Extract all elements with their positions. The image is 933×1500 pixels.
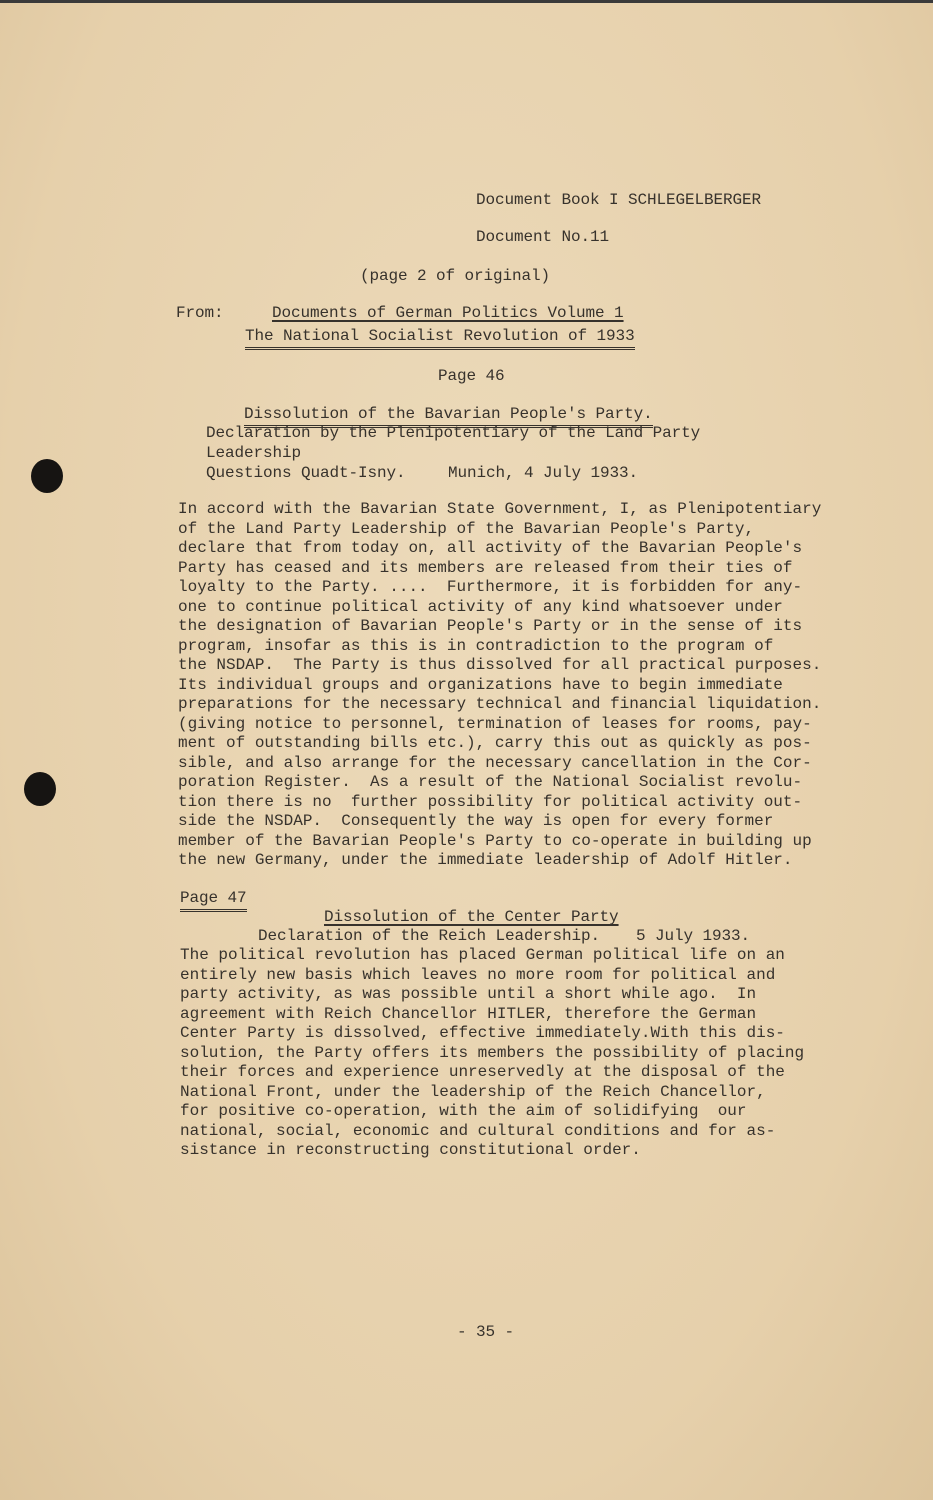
section-subtitle: Questions Quadt-Isny.: [206, 464, 406, 482]
text-line: Party has ceased and its members are released from their ties of: [178, 558, 793, 577]
text-line: tion there is no further possibility for political activity out-: [178, 792, 803, 811]
body-paragraph: [180, 946, 804, 1161]
punch-hole: [24, 772, 56, 806]
text-line: The political revolution has placed German political life on an: [180, 946, 785, 964]
place-date: Munich, 4 July 1933.: [448, 464, 639, 482]
text-line: National Front, under the leadership of the Reich Chancellor,: [180, 1082, 766, 1101]
text-line: entirely new basis which leaves no more room for political and: [180, 965, 776, 984]
source-title: Documents of German Politics Volume 1: [272, 304, 624, 322]
text-line: side the NSDAP. Consequently the way is open for every former: [178, 812, 774, 830]
scan-edge: [0, 0, 933, 3]
text-line: national, social, economic and cultural conditions and for as-: [180, 1121, 776, 1140]
declaration-date: 5 July 1933.: [636, 927, 751, 945]
text-line: Its individual groups and organizations have to begin immediate: [178, 675, 783, 694]
page-47-label: Page 47: [180, 889, 247, 912]
text-line: sistance in reconstructing constitutional order.: [180, 1141, 641, 1159]
document-number: Document No.11: [476, 228, 610, 246]
section-title: Dissolution of the Center Party: [324, 908, 619, 926]
section-title: Dissolution of the Bavarian People's Party.: [244, 405, 653, 428]
text-line: ment of outstanding bills etc.), carry this out as quickly as pos-: [178, 734, 812, 752]
text-line: the new Germany, under the immediate leadership of Adolf Hitler.: [178, 851, 793, 869]
text-line: loyalty to the Party. .... Furthermore, it is forbidden for any-: [178, 578, 803, 596]
text-line: agreement with Reich Chancellor HITLER, therefore the German: [180, 1004, 757, 1023]
source-subtitle: The National Socialist Revolution of 1933: [245, 327, 635, 350]
text-line: poration Register. As a result of the National Socialist revolu-: [178, 773, 803, 791]
text-line: for positive co-operation, with the aim of solidifying our: [180, 1102, 747, 1120]
page-of-original: (page 2 of original): [360, 267, 551, 285]
text-line: sible, and also arrange for the necessary cancellation in the Cor-: [178, 753, 812, 772]
text-line: (giving notice to personnel, termination of leases for rooms, pay-: [178, 714, 812, 733]
text-line: of the Land Party Leadership of the Bavarian People's Party,: [178, 519, 755, 538]
text-line: Center Party is dissolved, effective immediately.With this dis-: [180, 1024, 785, 1042]
punch-hole: [31, 459, 63, 493]
text-line: member of the Bavarian People's Party to co-operate in building up: [178, 831, 812, 850]
section-subtitle: Declaration of the Reich Leadership.: [258, 927, 601, 945]
text-line: program, insofar as this is in contradiction to the program of: [178, 636, 774, 655]
text-line: their forces and experience unreservedly at the disposal of the: [180, 1063, 785, 1081]
text-line: preparations for the necessary technical and financial liquidation.: [178, 695, 822, 713]
text-line: solution, the Party offers its members the possibility of placing: [180, 1043, 805, 1062]
text-line: party activity, as was possible until a short while ago. In: [180, 985, 757, 1003]
text-line: declare that from today on, all activity of the Bavarian People's: [178, 539, 803, 557]
section-subtitle: Leadership: [206, 444, 302, 462]
text-line: the NSDAP. The Party is thus dissolved for all practical purposes.: [178, 656, 822, 674]
text-line: In accord with the Bavarian State Government, I, as Plenipotentiary: [178, 500, 822, 518]
body-paragraph: [178, 500, 821, 871]
from-label: From:: [176, 304, 224, 322]
text-line: the designation of Bavarian People's Party or in the sense of its: [178, 617, 803, 635]
page-number: - 35 -: [457, 1323, 515, 1341]
document-book-label: Document Book I SCHLEGELBERGER: [476, 191, 762, 209]
section-subtitle: Declaration by the Plenipotentiary of the Land Party: [206, 424, 701, 442]
page-46-label: Page 46: [438, 367, 505, 385]
text-line: one to continue political activity of any kind whatsoever under: [178, 597, 783, 616]
